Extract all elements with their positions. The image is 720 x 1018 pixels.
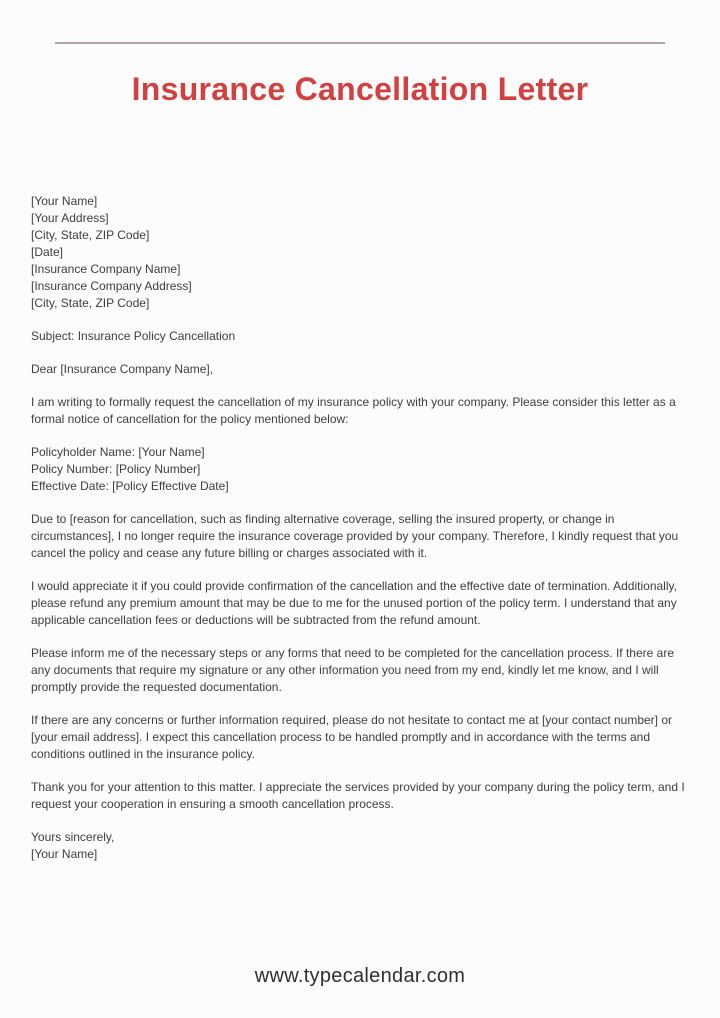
address-line: [Insurance Company Name] xyxy=(31,261,181,276)
policy-detail-line: Policy Number: [Policy Number] xyxy=(31,461,201,476)
policy-detail-line: Policyholder Name: [Your Name] xyxy=(31,444,205,459)
policy-details-block xyxy=(31,444,690,495)
closing-line: Yours sincerely, xyxy=(31,829,115,844)
address-line: [Your Name] xyxy=(31,193,98,208)
greeting-line: Dear [Insurance Company Name], xyxy=(31,361,214,376)
footer-url: www.typecalendar.com xyxy=(254,965,466,987)
intro-paragraph: I am writing to formally request the cancellation of my insurance policy with your company. Please consider this letter as a formal notice of cancellation for the policy mentioned below: xyxy=(31,394,676,426)
header-divider xyxy=(55,42,665,44)
policy-detail-line: Effective Date: [Policy Effective Date] xyxy=(31,478,229,493)
body-paragraph: Please inform me of the necessary steps or any forms that need to be completed for the cancellation process. If there are any documents that require my signature or any other information you need from my end, kindly let me know, and I will promptly provide the requested documentation. xyxy=(31,645,675,694)
body-paragraph: Thank you for your attention to this matter. I appreciate the services provided by your company during the policy term, and I request your cooperation in ensuring a smooth cancellation process. xyxy=(31,779,685,811)
sender-address-block xyxy=(31,193,690,312)
address-line: [City, State, ZIP Code] xyxy=(31,227,150,242)
signature-line: [Your Name] xyxy=(31,846,98,861)
address-line: [City, State, ZIP Code] xyxy=(31,295,150,310)
subject-line: Subject: Insurance Policy Cancellation xyxy=(31,328,236,343)
body-paragraph: I would appreciate it if you could provide confirmation of the cancellation and the effective date of termination. Additionally, please refund any premium amount that may be due to me for the unused portion of the policy term. I understand that any applicable cancellation fees or deductions will be subtracted from the refund amount. xyxy=(31,578,677,627)
page-title: Insurance Cancellation Letter xyxy=(131,71,589,107)
address-line: [Date] xyxy=(31,244,64,259)
body-paragraph: If there are any concerns or further information required, please do not hesitate to contact me at [your contact number] or [your email address]. I expect this cancellation process to be handled promptly and in accordance with the terms and conditions outlined in the insurance policy. xyxy=(31,712,673,761)
address-line: [Insurance Company Address] xyxy=(31,278,192,293)
body-paragraph: Due to [reason for cancellation, such as finding alternative coverage, selling the insured property, or change in circumstances], I no longer require the insurance coverage provided by your company. Therefore, I kindly request that you cancel the policy and cease any future billing or charges associated with it. xyxy=(31,511,679,560)
address-line: [Your Address] xyxy=(31,210,109,225)
letter-body xyxy=(0,193,720,863)
